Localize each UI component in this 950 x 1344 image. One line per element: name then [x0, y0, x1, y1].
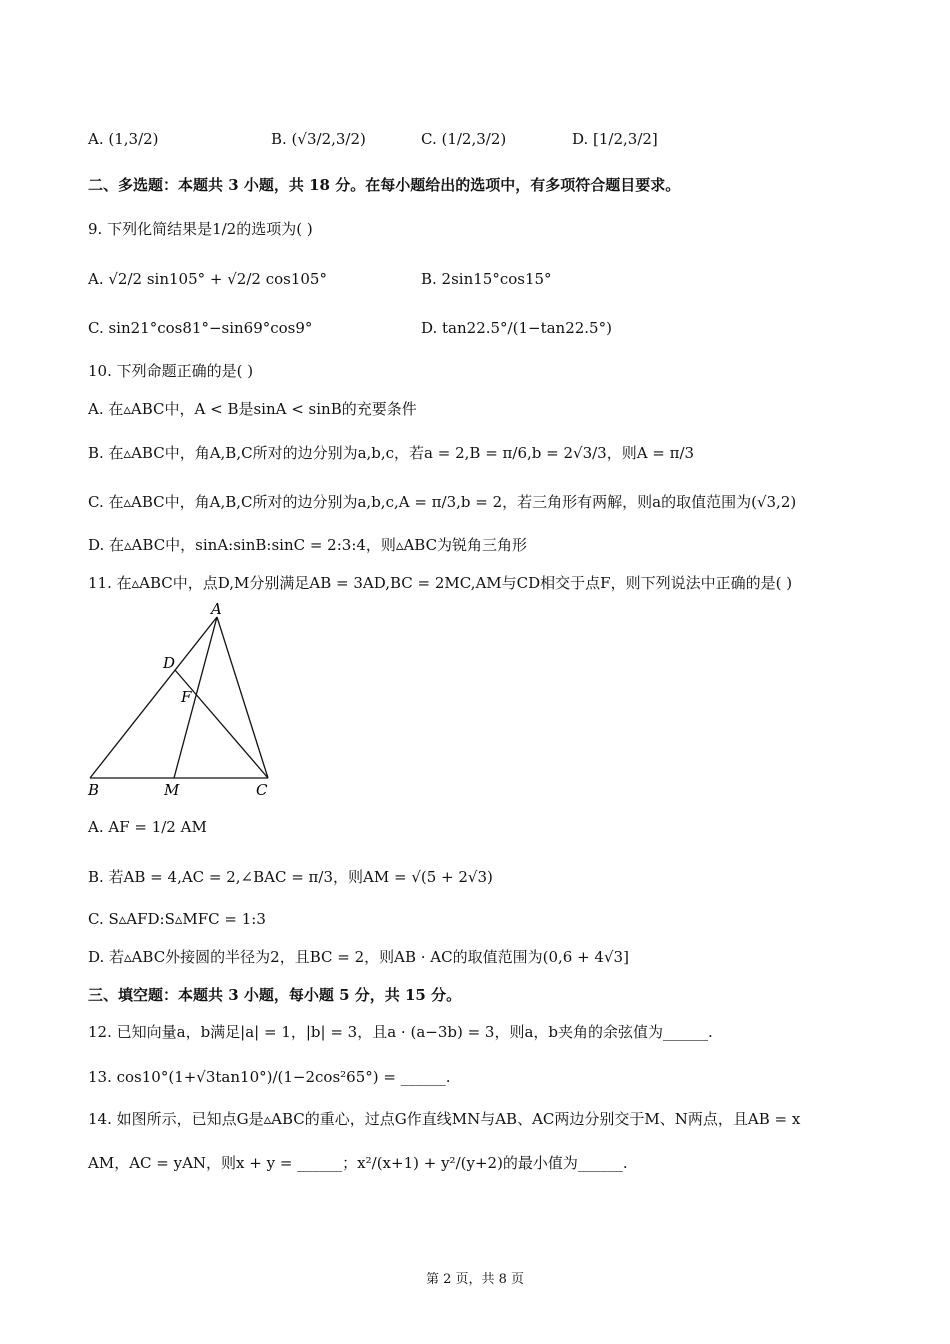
- q8-option-a: A. (1,3/2): [88, 130, 159, 148]
- question-10: 10. 下列命题正确的是( ): [88, 362, 254, 380]
- q11-option-c: C. S▵AFD:S▵MFC = 1:3: [88, 910, 266, 928]
- section-3-heading: 三、填空题：本题共 3 小题，每小题 5 分，共 15 分。: [88, 986, 462, 1004]
- label-f: F: [181, 688, 192, 706]
- q11-option-a: A. AF = 1/2 AM: [88, 818, 207, 836]
- page-footer: 第 2 页，共 8 页: [425, 1272, 525, 1287]
- q9-option-d: D. tan22.5°/(1−tan22.5°): [421, 319, 612, 337]
- q8-option-b: B. (√3/2,3/2): [271, 130, 366, 148]
- q11-option-b: B. 若AB = 4,AC = 2,∠BAC = π/3，则AM = √(5 + 2√3): [88, 868, 493, 886]
- section-2-heading: 二、多选题：本题共 3 小题，共 18 分。在每小题给出的选项中，有多项符合题目要求。: [88, 176, 681, 194]
- question-14-line-2: AM，AC = yAN，则x + y = ______；x²/(x+1) + y²/(y+2)的最小值为______.: [88, 1154, 628, 1172]
- q9-option-b: B. 2sin15°cos15°: [421, 270, 552, 288]
- q9-option-a: A. √2/2 sin105° + √2/2 cos105°: [88, 270, 327, 288]
- label-m: M: [164, 781, 180, 799]
- label-b: B: [88, 781, 100, 799]
- q8-options: [88, 128, 688, 154]
- q11-option-d: D. 若▵ABC外接圆的半径为2，且BC = 2，则AB · AC的取值范围为(0,6 + 4√3]: [88, 948, 629, 966]
- q10-option-d: D. 在▵ABC中，sinA:sinB:sinC = 2:3:4，则▵ABC为锐角三角形: [88, 536, 528, 554]
- question-11: 11. 在▵ABC中，点D,M分别满足AB = 3AD,BC = 2MC,AM与CD相交于点F，则下列说法中正确的是( ): [88, 574, 793, 592]
- triangle-figure: [80, 598, 280, 803]
- label-c: C: [256, 781, 268, 799]
- q8-option-c: C. (1/2,3/2): [421, 130, 507, 148]
- q8-option-d: D. [1/2,3/2]: [572, 130, 658, 148]
- question-13: 13. cos10°(1+√3tan10°)/(1−2cos²65°) = ______.: [88, 1068, 451, 1086]
- question-14-line-1: 14. 如图所示，已知点G是▵ABC的重心，过点G作直线MN与AB、AC两边分别交于M、N两点，且AB = x: [88, 1110, 801, 1128]
- side-ac: [217, 617, 268, 778]
- label-d: D: [163, 654, 176, 672]
- question-9: 9. 下列化简结果是1/2的选项为( ): [88, 220, 313, 238]
- q10-option-b: B. 在▵ABC中，角A,B,C所对的边分别为a,b,c，若a = 2,B = π/6,b = 2√3/3，则A = π/3: [88, 444, 695, 462]
- q10-option-c: C. 在▵ABC中，角A,B,C所对的边分别为a,b,c,A = π/3,b = 2，若三角形有两解，则a的取值范围为(√3,2): [88, 493, 797, 511]
- question-12: 12. 已知向量a，b满足|a| = 1，|b| = 3，且a · (a−3b) = 3，则a，b夹角的余弦值为______.: [88, 1023, 713, 1041]
- q10-option-a: A. 在▵ABC中，A < B是sinA < sinB的充要条件: [88, 400, 417, 418]
- label-a: A: [211, 600, 222, 618]
- q9-option-c: C. sin21°cos81°−sin69°cos9°: [88, 319, 313, 337]
